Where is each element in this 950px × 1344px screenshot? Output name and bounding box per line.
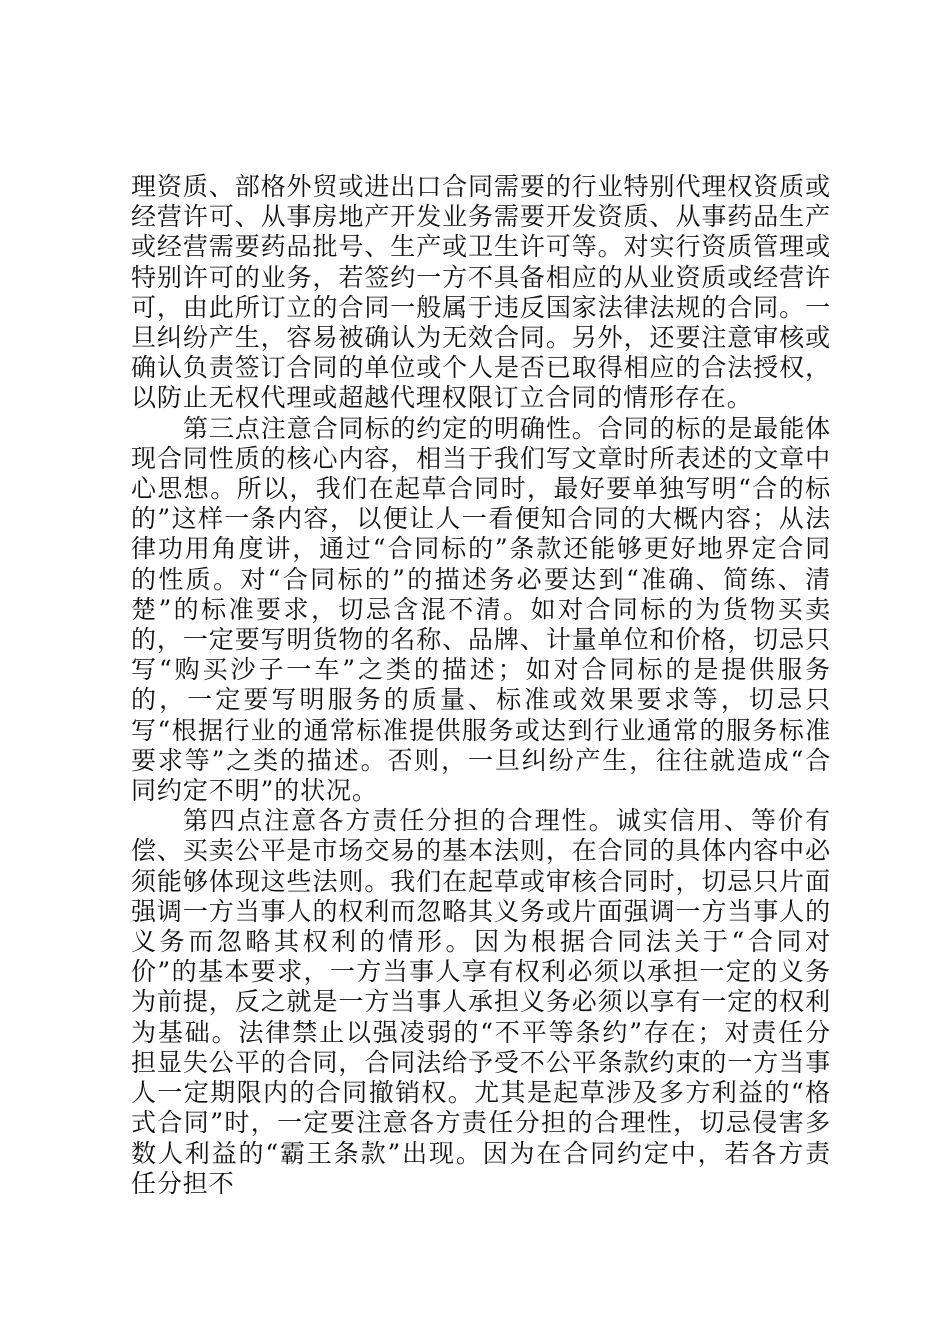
paragraph-qualification: 理资质、部格外贸或进出口合同需要的行业特别代理权资质或经营许可、从事房地产开发业务需要开发资质、从事药品生产或经营需要药品批号、生产或卫生许可等。对实行资质管理或特别许可的业务，若签约一方不具备相应的从业资质或经营许可，由此所订立的合同一般属于违反国家法律法规的合同。一旦纠纷产生，容易被确认为无效合同。另外，还要注意审核或确认负责签订合同的单位或个人是否已取得相应的合法授权，以防止无权代理或超越代理权限订立合同的情形存在。 [131,172,831,413]
document-body [131,172,831,1199]
paragraph-point-four: 第四点注意各方责任分担的合理性。诚实信用、等价有偿、买卖公平是市场交易的基本法则，在合同的具体内容中必须能够体现这些法则。我们在起草或审核合同时，切忌只片面强调一方当事人的权利而忽略其义务或片面强调一方当事人的义务而忽略其权利的情形。因为根据合同法关于“合同对价”的基本要求，一方当事人享有权利必须以承担一定的义务为前提，反之就是一方当事人承担义务必须以享有一定的权利为基础。法律禁止以强凌弱的“不平等条约”存在；对责任分担显失公平的合同，合同法给予受不公平条款约束的一方当事人一定期限内的合同撤销权。尤其是起草涉及多方利益的“格式合同”时，一定要注意各方责任分担的合理性，切忌侵害多数人利益的“霸王条款”出现。因为在合同约定中，若各方责任分担不 [131,806,831,1198]
paragraph-point-three: 第三点注意合同标的约定的明确性。合同的标的是最能体现合同性质的核心内容，相当于我们写文章时所表述的文章中心思想。所以，我们在起草合同时，最好要单独写明“合的标的”这样一条内容，以便让人一看便知合同的大概内容；从法律功用角度讲，通过“合同标的”条款还能够更好地界定合同的性质。对“合同标的”的描述务必要达到“准确、简练、清楚”的标准要求，切忌含混不清。如对合同标的为货物买卖的，一定要写明货物的名称、品牌、计量单位和价格，切忌只写“购买沙子一车”之类的描述；如对合同标的是提供服务的，一定要写明服务的质量、标准或效果要求等，切忌只写“根据行业的通常标准提供服务或达到行业通常的服务标准要求等”之类的描述。否则，一旦纠纷产生，往往就造成“合同约定不明”的状况。 [131,413,831,806]
